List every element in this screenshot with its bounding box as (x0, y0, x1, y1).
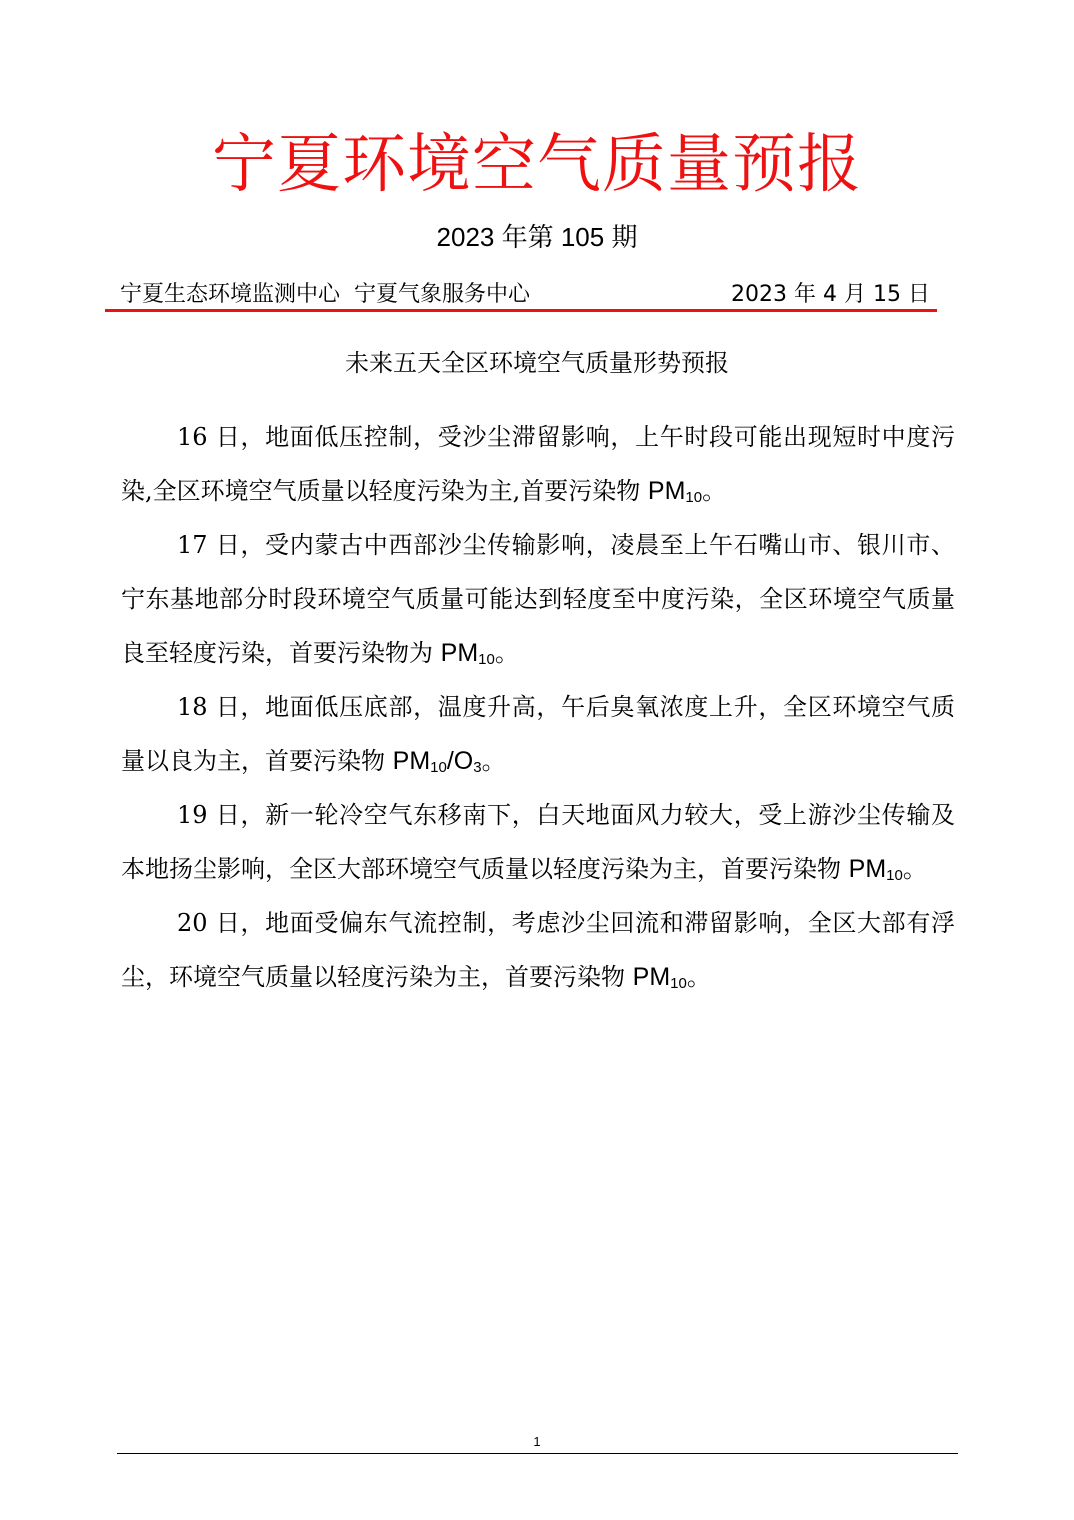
issuer: 宁夏生态环境监测中心 宁夏气象服务中心 (120, 282, 530, 307)
section-heading: 未来五天全区环境空气质量形势预报 (345, 349, 729, 377)
header-divider (105, 309, 937, 312)
forecast-paragraph-19: 19 日，新一轮冷空气东移南下，白天地面风力较大，受上游沙尘传输及本地扬尘影响，全区大部环境空气质量以轻度污染为主，首要污染物 $PM_{10}$。 (121, 801, 955, 884)
forecast-paragraph-18: 18 日，地面低压底部，温度升高，午后臭氧浓度上升，全区环境空气质量以良为主，首要污染物 $PM_{10}/O_3$。 (121, 693, 955, 776)
issue-date: 2023 年 4 月 15 日 (731, 282, 930, 307)
forecast-body (121, 410, 955, 1004)
footer-divider (117, 1453, 958, 1454)
page-number: 1 (533, 1434, 541, 1449)
issue-number: 2023 年第 105 期 (436, 222, 638, 252)
forecast-paragraph-16: 16 日，地面低压控制，受沙尘滞留影响，上午时段可能出现短时中度污染,全区环境空气质量以轻度污染为主,首要污染物 $PM_{10}$。 (121, 423, 955, 506)
page-title: 宁夏环境空气质量预报 (212, 128, 862, 202)
forecast-paragraph-20: 20 日，地面受偏东气流控制，考虑沙尘回流和滞留影响，全区大部有浮尘，环境空气质量以轻度污染为主，首要污染物 $PM_{10}$。 (121, 909, 955, 992)
issuer-date-line (120, 279, 930, 311)
forecast-paragraph-17: 17 日，受内蒙古中西部沙尘传输影响，凌晨至上午石嘴山市、银川市、宁东基地部分时段环境空气质量可能达到轻度至中度污染，全区环境空气质量良至轻度污染，首要污染物为 $PM_{10}$。 (121, 531, 955, 668)
